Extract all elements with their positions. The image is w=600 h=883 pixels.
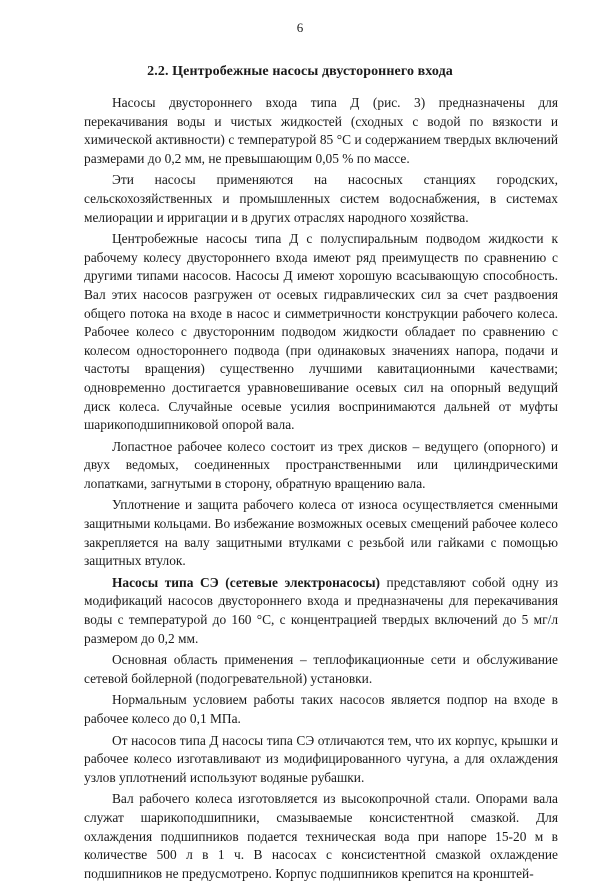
paragraph-2 [84, 171, 558, 227]
paragraph-text: Уплотнение и защита рабочего колеса от износа осуществляется сменными защитными кольцами. Во избежание возможных осевых смещений рабочее колесо закрепляется на валу защитными втулками с резьбой или гайками с помощью защитных втулок. [84, 497, 558, 569]
paragraph-1 [84, 94, 558, 168]
body-text [84, 94, 558, 883]
paragraph-3 [84, 230, 558, 435]
paragraph-text: Нормальным условием работы таких насосов является подпор на входе в рабочее колесо до 0,1 МПа. [84, 692, 558, 726]
paragraph-text: Вал рабочего колеса изготовляется из высокопрочной стали. Опорами вала служат шарикоподшипники, смазываемые консистентной смазкой. Для охлаждения подшипников подается техническая вода при напоре 15-20 м в количестве 500 л в 1 ч. В насосах с консистентной смазкой охлаждение подшипников не предусмотрено. Корпус подшипников крепится на кронштей- [84, 791, 558, 881]
paragraph-5 [84, 496, 558, 570]
paragraph-text: Эти насосы применяются на насосных станциях городских, сельскохозяйственных и промышленных систем водоснабжения, в системах мелиорации и ирригации и в других отраслях народного хозяйства. [84, 172, 558, 225]
paragraph-text: От насосов типа Д насосы типа СЭ отличаются тем, что их корпус, крышки и рабочее колесо изготавливают из модифицированного чугуна, а для охлаждения узлов уплотнений используют водяные рубашки. [84, 732, 558, 785]
paragraph-text: Центробежные насосы типа Д с полуспиральным подводом жидкости к рабочему колесу двустороннего входа имеют ряд преимуществ по сравнению с другими типами насосов. Насосы Д имеют хорошую всасывающую способность. Вал этих насосов разгружен от осевых гидравлических сил за счет раздвоения общего потока на входе в насос и симметричности конструкции рабочего колеса. Рабочее колесо с двусторонним подводом жидкости обладает по сравнению с колесом одностороннего подвода (при одинаковых значениях напора, подачи и частоты вращения) существенно лучшими кавитационными качествами; одновременно достигается уравновешивание осевых сил на опорный ведущий диск колеса. Случайные осевые усилия воспринимаются дальней от муфты шарикоподшипниковой опорой вала. [84, 231, 558, 433]
paragraph-text: Основная область применения – теплофикационные сети и обслуживание сетевой бойлерной (подогревательной) установки. [84, 652, 558, 686]
paragraph-text: Лопастное рабочее колесо состоит из трех дисков – ведущего (опорного) и двух ведомых, соединенных пространственными или цилиндрическими лопатками, загнутыми в сторону, обратную вращению вала. [84, 438, 558, 491]
paragraph-8 [84, 691, 558, 728]
paragraph-lead: Насосы типа СЭ (сетевые электронасосы) [112, 574, 380, 590]
section-title: 2.2. Центробежные насосы двустороннего входа [147, 64, 453, 79]
page-number: 6 [296, 20, 304, 35]
paragraph-4 [84, 438, 558, 494]
paragraph-text: Насосы двустороннего входа типа Д (рис. 3) предназначены для перекачивания воды и чистых жидкостей (сходных с водой по вязкости и химической активности) с температурой 85 °С и содержанием твердых включений размерами до 0,2 мм, не превышающим 0,05 % по массе. [84, 95, 558, 166]
paragraph-6 [84, 574, 558, 648]
paragraph-9 [84, 732, 558, 788]
paragraph-text: представляют собой одну из модификаций насосов двустороннего входа и предназначены для перекачивания воды с температурой до 160 °С, с концентрацией твердых включений до 5 мг/л размером до 0,2 мм. [84, 574, 558, 646]
paragraph-7 [84, 651, 558, 688]
